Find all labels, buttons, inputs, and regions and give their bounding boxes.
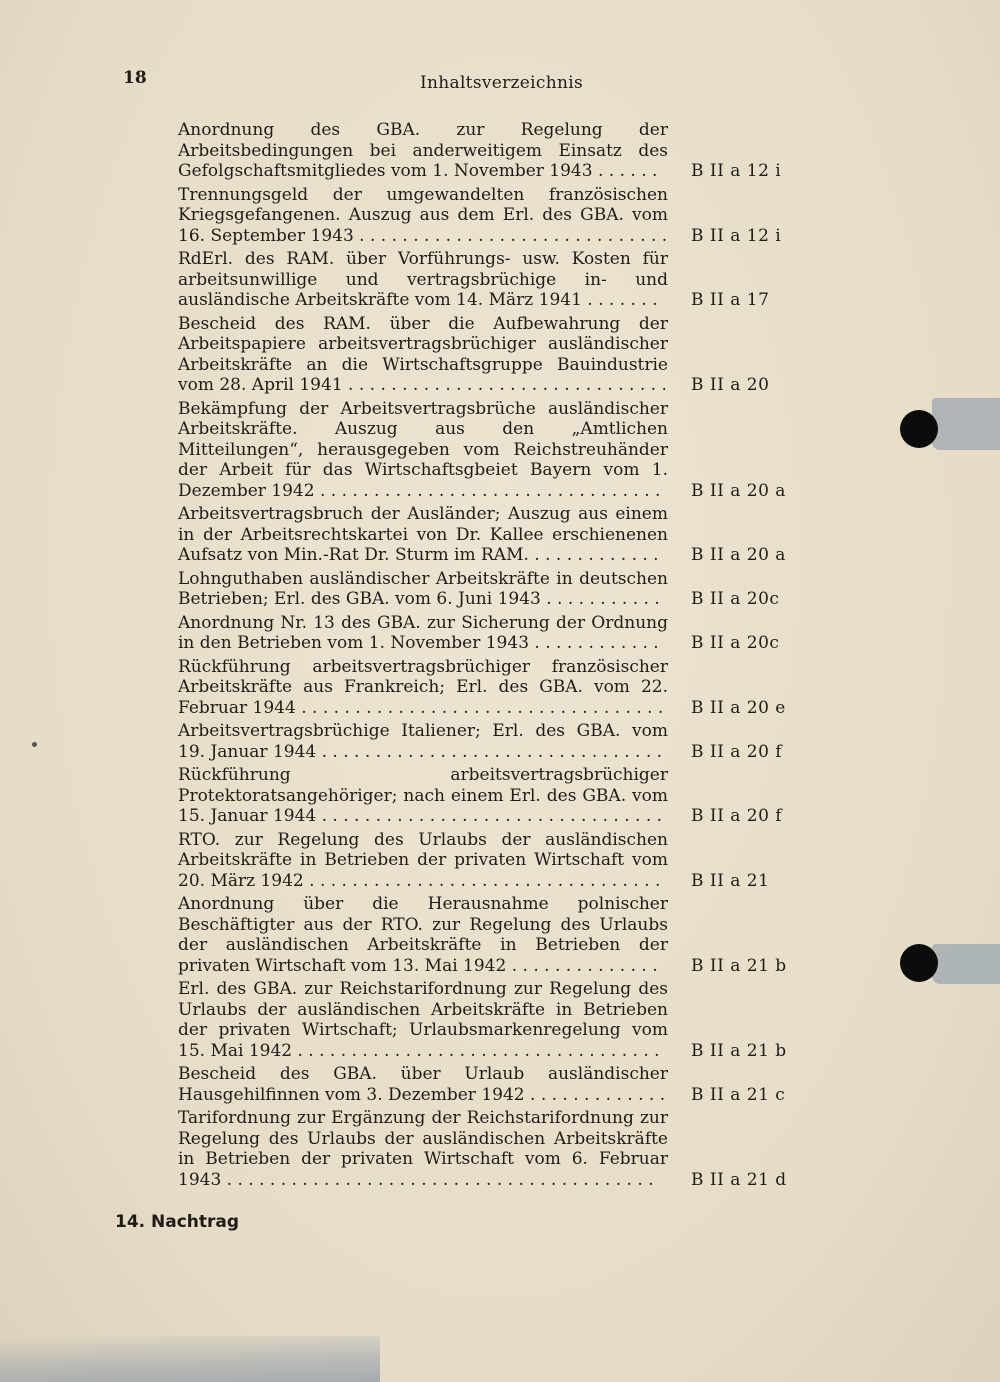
- toc-entry-title: [178, 504, 668, 566]
- toc-entry-title: [178, 569, 668, 610]
- toc-entry: [178, 830, 798, 892]
- toc-entry: [178, 185, 798, 247]
- supplement-label: 14. Nachtrag: [115, 1212, 240, 1232]
- toc-entry-reference: B II a 21 b: [691, 1040, 787, 1061]
- toc-entry-reference: B II a 20c: [691, 589, 780, 609]
- toc-entry-title: [178, 657, 668, 719]
- dot-leader: . . . . . . . . . . . .: [528, 545, 659, 565]
- toc-entry-title: [178, 249, 668, 311]
- toc-entry-text: Bescheid des GBA. über Urlaub ausländischer Hausgehilfinnen vom 3. Dezember 1942: [178, 1064, 668, 1105]
- toc-entry-reference: B II a 20c: [691, 633, 780, 653]
- dot-leader: . . . . . . . . . . . . . . . . . . . . . . . . . . . . . . . .: [316, 806, 663, 826]
- toc-entry-text: Rückführung arbeitsvertragsbrüchiger Protektoratsangehöriger; nach einem Erl. des GBA. vom 15. Januar 1944: [178, 765, 668, 826]
- toc-entry: [178, 979, 798, 1061]
- toc-entry-title: [178, 314, 668, 396]
- toc-entry: [178, 613, 798, 654]
- toc-entry-text: Anordnung Nr. 13 des GBA. zur Sicherung der Ordnung in den Betrieben vom 1. November 1943: [178, 612, 668, 653]
- toc-entry-reference: B II a 20 a: [691, 545, 786, 565]
- binder-tab-top: [932, 398, 1000, 450]
- toc-entry-text: Lohnguthaben ausländischer Arbeitskräfte in deutschen Betrieben; Erl. des GBA. vom 6. Juni 1943: [178, 568, 668, 609]
- toc-entry-title: [178, 979, 668, 1061]
- toc-entry-title: [178, 1108, 668, 1190]
- dot-leader: . . . . . . . . . . . . . .: [506, 955, 658, 976]
- toc-entry: [178, 314, 798, 396]
- toc-entry: [178, 765, 798, 827]
- toc-entry-text: Anordnung des GBA. zur Regelung der Arbeitsbedingungen bei anderweitigem Einsatz des Gefolgschaftsmitgliedes vom 1. November 1943: [178, 120, 668, 181]
- toc-entry-reference: B II a 21: [691, 870, 770, 891]
- toc-entry-text: Arbeitsvertragsbruch der Ausländer; Auszug aus einem in der Arbeitsrechtskartei von Dr. Kallee erschienenen Aufsatz von Min.-Rat Dr. Sturm im RAM.: [178, 504, 668, 565]
- toc-entry: [178, 249, 798, 311]
- toc-entry: [178, 399, 798, 502]
- toc-entry-title: [178, 721, 668, 762]
- toc-entry-reference: B II a 12 i: [691, 161, 782, 181]
- page-number: 18: [123, 68, 147, 88]
- punch-hole-top: [900, 410, 938, 448]
- dot-leader: . . . . . . . . . . . .: [529, 633, 659, 653]
- toc-entry: [178, 721, 798, 762]
- toc-entry-text: RTO. zur Regelung des Urlaubs der ausländischen Arbeitskräfte in Betrieben der privaten Wirtschaft vom 20. März 1942: [178, 829, 668, 891]
- toc-entry: [178, 569, 798, 610]
- dot-leader: . . . . . . . . . . . . . . . . . . . . . . . . . . . . . . . . . . . . . . . .: [221, 1169, 654, 1190]
- toc-entry-title: [178, 830, 668, 892]
- toc-entry-reference: B II a 20 a: [691, 480, 786, 501]
- toc-entry: [178, 120, 798, 182]
- dot-leader: . . . . . .: [592, 161, 658, 181]
- dot-leader: . . . . . . . . . . .: [540, 589, 660, 609]
- toc-entry-title: [178, 120, 668, 182]
- dot-leader: . . . . . . . . . . . . . . . . . . . . . . . . . . . . . . . . . .: [292, 1040, 660, 1061]
- toc-entry-text: Tarifordnung zur Ergänzung der Reichstarifordnung zur Regelung des Urlaubs der ausländischen Arbeitskräfte in Betrieben der privaten Wirtschaft vom 6. Februar 1943: [178, 1108, 668, 1190]
- toc-entry-reference: B II a 17: [691, 290, 770, 310]
- toc-entry-reference: B II a 21 c: [691, 1084, 786, 1105]
- toc-entry-title: [178, 399, 668, 502]
- toc-entry-reference: B II a 20 e: [691, 697, 786, 718]
- toc-entry-title: [178, 1064, 668, 1105]
- toc-entry-text: Trennungsgeld der umgewandelten französischen Kriegsgefangenen. Auszug aus dem Erl. des GBA. vom 16. September 1943: [178, 184, 668, 246]
- dot-leader: . . . . . . . . . . . . . . . . . . . . . . . . . . . . . . . .: [316, 741, 663, 762]
- toc-entry-text: Rückführung arbeitsvertragsbrüchiger französischer Arbeitskräfte aus Frankreich; Erl. des GBA. vom 22. Februar 1944: [178, 656, 668, 718]
- toc-entry-reference: B II a 21 d: [691, 1169, 787, 1190]
- toc-entry-title: [178, 765, 668, 827]
- toc-entry-title: [178, 185, 668, 247]
- punch-hole-bottom: [900, 944, 938, 982]
- toc-entry: [178, 1108, 798, 1190]
- paper-wear-mark: [0, 1336, 380, 1382]
- running-head: Inhaltsverzeichnis: [420, 73, 583, 93]
- toc-entry-reference: B II a 20 f: [691, 741, 783, 762]
- toc-entry: [178, 1064, 798, 1105]
- toc-entry: [178, 504, 798, 566]
- toc-entry-text: Bekämpfung der Arbeitsvertragsbrüche ausländischer Arbeitskräfte. Auszug aus den „Amtlichen Mitteilungen“, herausgegeben vom Reichstreuhänder der Arbeit für das Wirtschaftsgbeiet Bayern vom 1. Dezember 1942: [178, 398, 668, 501]
- dot-leader: . . . . . . .: [581, 290, 658, 310]
- table-of-contents: [178, 120, 798, 1193]
- toc-entry-title: [178, 613, 668, 654]
- toc-entry-text: Erl. des GBA. zur Reichstarifordnung zur Regelung des Urlaubs der ausländischen Arbeitskräfte in Betrieben der privaten Wirtschaft; Urlaubsmarkenregelung vom 15. Mai 1942: [178, 979, 668, 1061]
- dot-leader: . . . . . . . . . . . . . . . . . . . . . . . . . . . . .: [353, 225, 668, 246]
- dot-leader: . . . . . . . . . . . . . . . . . . . . . . . . . . . . . . . .: [314, 480, 661, 501]
- toc-entry-title: [178, 894, 668, 976]
- toc-entry-reference: B II a 12 i: [691, 225, 782, 246]
- toc-entry-reference: B II a 20: [691, 375, 770, 395]
- margin-mark: [32, 742, 37, 747]
- toc-entry-text: Arbeitsvertragsbrüchige Italiener; Erl. des GBA. vom 19. Januar 1944: [178, 721, 668, 762]
- dot-leader: . . . . . . . . . . . . .: [524, 1084, 666, 1105]
- dot-leader: . . . . . . . . . . . . . . . . . . . . . . . . . . . . . . . . . .: [295, 697, 664, 718]
- dot-leader: . . . . . . . . . . . . . . . . . . . . . . . . . . . . . . . . .: [303, 870, 661, 891]
- toc-entry-reference: B II a 20 f: [691, 806, 783, 826]
- toc-entry-text: Bescheid des RAM. über die Aufbewahrung der Arbeitspapiere arbeitsvertragsbrüchiger ausländischer Arbeitskräfte an die Wirtschaftsgruppe Bauindustrie vom 28. April 1941: [178, 313, 668, 395]
- binder-tab-bottom: [932, 944, 1000, 984]
- dot-leader: . . . . . . . . . . . . . . . . . . . . . . . . . . . . . .: [342, 375, 667, 395]
- toc-entry: [178, 657, 798, 719]
- toc-entry: [178, 894, 798, 976]
- toc-entry-reference: B II a 21 b: [691, 955, 787, 976]
- toc-entry-text: Anordnung über die Herausnahme polnischer Beschäftigter aus der RTO. zur Regelung des Urlaubs der ausländischen Arbeitskräfte in Betrieben der privaten Wirtschaft vom 13. Mai 1942: [178, 894, 668, 976]
- toc-entry-text: RdErl. des RAM. über Vorführungs- usw. Kosten für arbeitsunwillige und vertragsbrüchige in- und ausländische Arbeitskräfte vom 14. März 1941: [178, 249, 668, 310]
